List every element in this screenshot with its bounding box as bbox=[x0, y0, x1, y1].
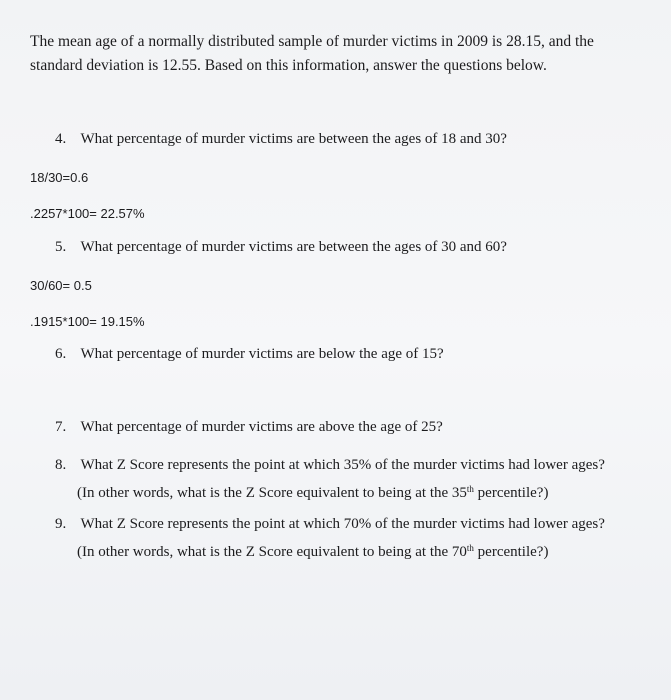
question-text: What percentage of murder victims are above the age of 25? bbox=[80, 419, 443, 435]
subtext-part: (In other words, what is the Z Score equivalent to being at the 35 bbox=[77, 485, 467, 501]
subtext-part: percentile?) bbox=[473, 485, 549, 501]
subtext-part: (In other words, what is the Z Score equivalent to being at the 70 bbox=[77, 544, 467, 560]
question-text: What percentage of murder victims are between the ages of 30 and 60? bbox=[80, 239, 507, 255]
question-9 bbox=[55, 512, 655, 564]
question-number: 6. bbox=[55, 346, 67, 362]
question-text: What percentage of murder victims are below the age of 15? bbox=[80, 346, 444, 362]
question-number: 9. bbox=[55, 516, 67, 532]
ordinal-suffix: th bbox=[466, 543, 474, 553]
intro-paragraph: The mean age of a normally distributed sample of murder victims in 2009 is 28.15, and the standard deviation is 12.55. Based on this information, answer the questions below. bbox=[30, 33, 594, 74]
question-number: 7. bbox=[55, 419, 67, 435]
question-text: What Z Score represents the point at which 70% of the murder victims had lower ages? bbox=[80, 516, 605, 532]
question-8 bbox=[55, 453, 655, 505]
question-subtext bbox=[55, 536, 655, 564]
subtext-part: percentile?) bbox=[473, 544, 549, 560]
question-4 bbox=[55, 127, 507, 151]
question-number: 5. bbox=[55, 239, 67, 255]
answer-5-line-2: .1915*100= 19.15% bbox=[30, 314, 145, 329]
question-number: 4. bbox=[55, 131, 67, 147]
question-number: 8. bbox=[55, 457, 67, 473]
question-7 bbox=[55, 415, 443, 439]
question-text: What percentage of murder victims are between the ages of 18 and 30? bbox=[80, 131, 507, 147]
question-text: What Z Score represents the point at which 35% of the murder victims had lower ages? bbox=[80, 457, 605, 473]
answer-5-line-1: 30/60= 0.5 bbox=[30, 278, 92, 293]
answer-4-line-1: 18/30=0.6 bbox=[30, 170, 89, 185]
question-subtext bbox=[55, 477, 655, 505]
question-6 bbox=[55, 342, 444, 366]
answer-4-line-2: .2257*100= 22.57% bbox=[30, 206, 145, 221]
ordinal-suffix: th bbox=[466, 484, 474, 494]
question-5 bbox=[55, 235, 507, 259]
